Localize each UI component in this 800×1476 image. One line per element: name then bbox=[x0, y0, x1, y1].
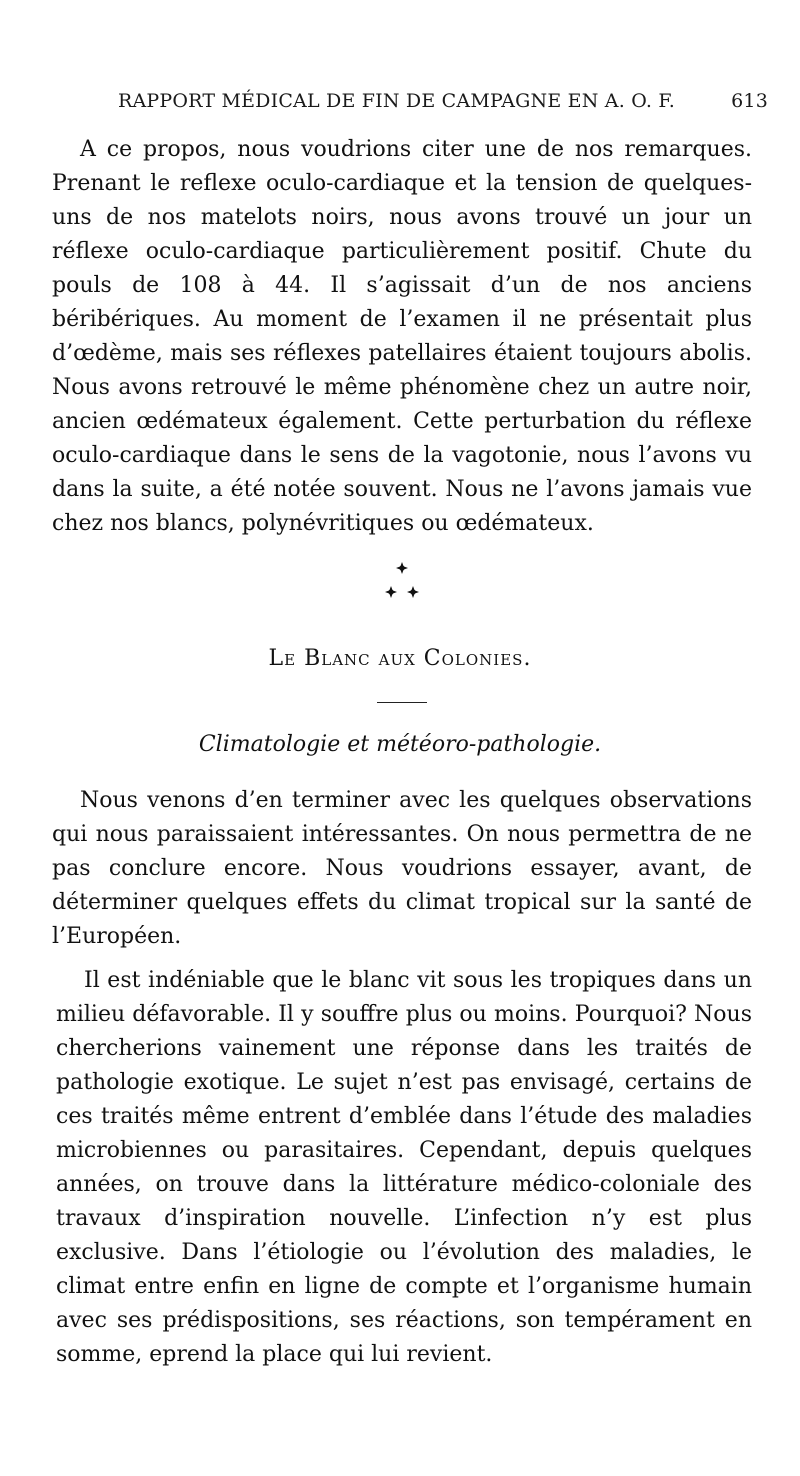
subsection-title: Climatologie et météoro-pathologie. bbox=[198, 732, 602, 757]
section-title: Le Blanc aux Colonies. bbox=[268, 646, 532, 671]
running-header bbox=[118, 90, 768, 120]
page-number: 613 bbox=[731, 90, 768, 112]
running-title: RAPPORT MÉDICAL DE FIN DE CAMPAGNE EN A. O. F. bbox=[118, 90, 675, 112]
body-paragraph-1: A ce propos, nous voudrions citer une de nos remarques. Prenant le reflexe oculo-cardiaque et la tension de quelques-uns de nos matelots noirs, nous avons trouvé un jour un réflexe oculo-cardiaque particulièrement positif. Chute du pouls de 108 à 44. Il s’agissait d’un de nos anciens béribériques. Au moment de l’examen il ne présentait plus d’œdème, mais ses réflexes patellaires étaient toujours abolis. Nous avons retrouvé le même phénomène chez un autre noir, ancien œdémateux également. Cette perturbation du réflexe oculo-cardiaque dans le sens de la vagotonie, nous l’avons vu dans la suite, a été notée souvent. Nous ne l’avons jamais vue chez nos blancs, polynévritiques ou œdémateux. bbox=[52, 137, 752, 536]
asterism-icon bbox=[372, 558, 432, 606]
body-paragraph-2: Nous venons d’en terminer avec les quelques observations qui nous paraissaient intéressantes. On nous permettra de ne pas conclure encore. Nous voudrions essayer, avant, de déterminer quelques effets du climat tropical sur la santé de l’Européen. bbox=[52, 788, 752, 949]
section-divider bbox=[377, 702, 427, 703]
body-paragraph-3: Il est indéniable que le blanc vit sous les tropiques dans un milieu défavorable. Il y souffre plus ou moins. Pourquoi? Nous chercherions vainement une réponse dans les traités de pathologie exotique. Le sujet n’est pas envisagé, certains de ces traités même entrent d’emblée dans l’étude des maladies microbiennes ou parasitaires. Cependant, depuis quelques années, on trouve dans la littérature médico-coloniale des travaux d’inspiration nouvelle. L’infection n’y est plus exclusive. Dans l’étiologie ou l’évolution des maladies, le climat entre enfin en ligne de compte et l’organisme humain avec ses prédispositions, ses réactions, son tempérament en somme, eprend la place qui lui revient. bbox=[56, 968, 752, 1367]
